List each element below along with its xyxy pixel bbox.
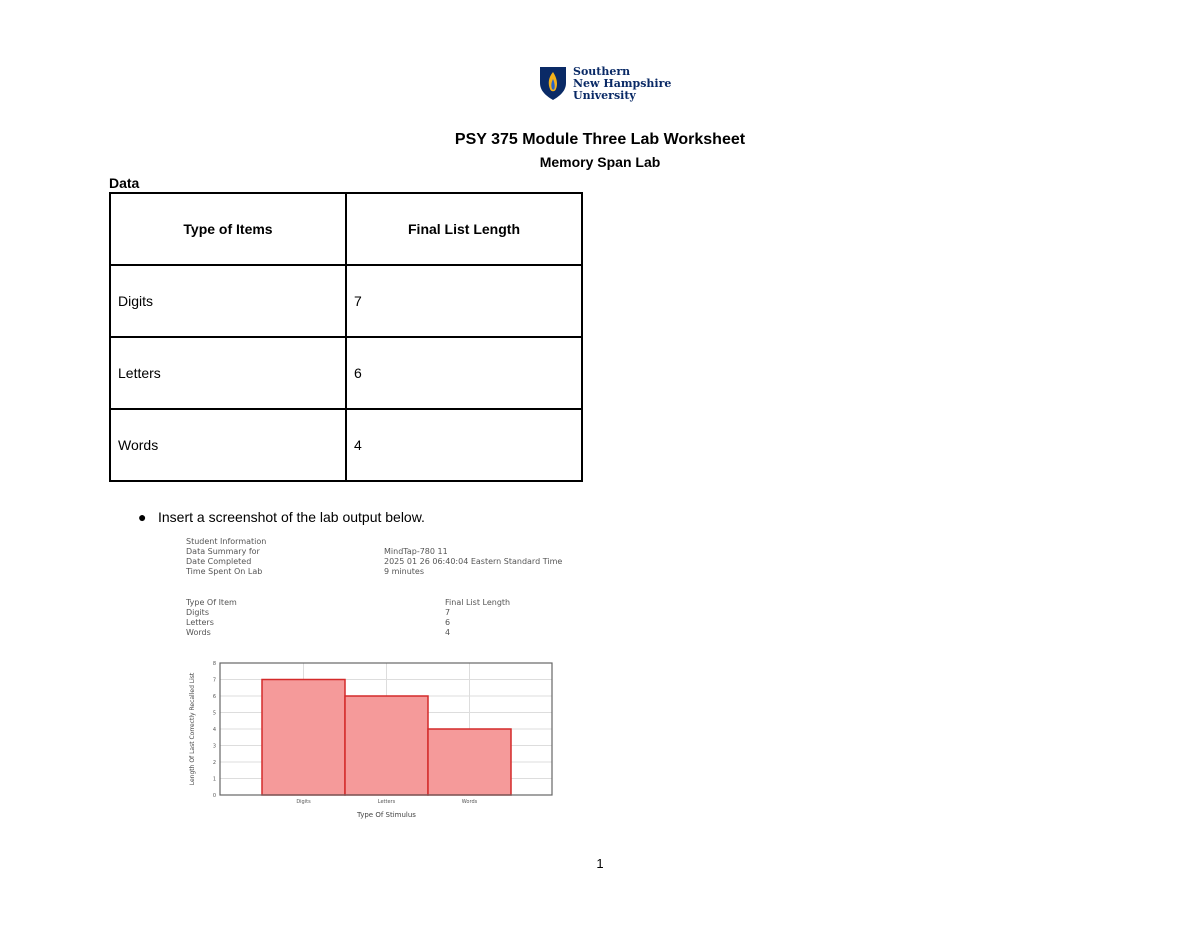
header-type: Type of Items <box>110 193 346 265</box>
y-tick-label: 8 <box>212 661 216 667</box>
cell-type: Words <box>110 409 346 481</box>
cell-type: Digits <box>110 265 346 337</box>
page-number: 1 <box>596 856 604 871</box>
bar-chart <box>180 654 590 822</box>
info-label: Date Completed <box>186 557 252 566</box>
info-value: 2025 01 26 06:40:04 Eastern Standard Time <box>384 557 563 566</box>
summary-type: Words <box>186 628 211 637</box>
y-tick-label: 3 <box>212 743 216 750</box>
summary-length: 7 <box>445 608 451 617</box>
y-axis-label: Length Of Last Correctly Recalled List <box>189 672 196 786</box>
document-subtitle: Memory Span Lab <box>539 154 661 170</box>
y-tick-label: 6 <box>212 694 216 700</box>
logo-line-3: University <box>573 89 636 102</box>
cell-length: 7 <box>346 265 582 337</box>
x-tick-label: Letters <box>377 799 396 805</box>
table-row <box>110 409 582 481</box>
document-title: PSY 375 Module Three Lab Worksheet <box>454 131 746 148</box>
y-tick-label: 7 <box>212 677 216 684</box>
y-tick-label: 1 <box>212 776 216 783</box>
summary-type: Digits <box>186 608 209 617</box>
data-table <box>109 192 583 482</box>
university-logo <box>538 64 678 104</box>
shield-flame-icon <box>538 65 568 101</box>
info-value: MindTap-780 11 <box>384 547 448 556</box>
bar <box>262 680 345 796</box>
lab-output-screenshot <box>180 536 590 821</box>
summary-length: 4 <box>445 628 451 637</box>
x-tick-label: Words <box>461 799 478 805</box>
y-tick-label: 2 <box>212 760 216 766</box>
bar <box>345 696 428 795</box>
table-header-row <box>110 193 582 265</box>
info-label: Data Summary for <box>186 547 260 556</box>
bullet-text: Insert a screenshot of the lab output below. <box>158 509 425 525</box>
summary-length: 6 <box>445 618 451 627</box>
y-tick-label: 4 <box>212 727 216 733</box>
summary-type: Letters <box>186 618 214 627</box>
y-tick-label: 5 <box>212 710 216 717</box>
logo-line-1: Southern <box>573 65 631 78</box>
y-tick-label: 0 <box>212 793 216 799</box>
summary-header-type: Type Of Item <box>186 598 237 607</box>
summary-header-length: Final List Length <box>445 598 511 607</box>
bar <box>428 729 511 795</box>
student-info-title: Student Information <box>186 537 267 546</box>
info-label: Time Spent On Lab <box>186 567 263 576</box>
x-tick-label: Digits <box>296 799 311 805</box>
x-axis-label: Type Of Stimulus <box>357 811 416 819</box>
bullet-marker: ● <box>138 509 147 525</box>
info-value: 9 minutes <box>384 567 425 576</box>
logo-line-2: New Hampshire <box>573 77 672 90</box>
bullet-item <box>138 509 425 525</box>
cell-type: Letters <box>110 337 346 409</box>
cell-length: 6 <box>346 337 582 409</box>
header-length: Final List Length <box>346 193 582 265</box>
section-label: Data <box>109 175 140 191</box>
cell-length: 4 <box>346 409 582 481</box>
table-row <box>110 337 582 409</box>
table-row <box>110 265 582 337</box>
